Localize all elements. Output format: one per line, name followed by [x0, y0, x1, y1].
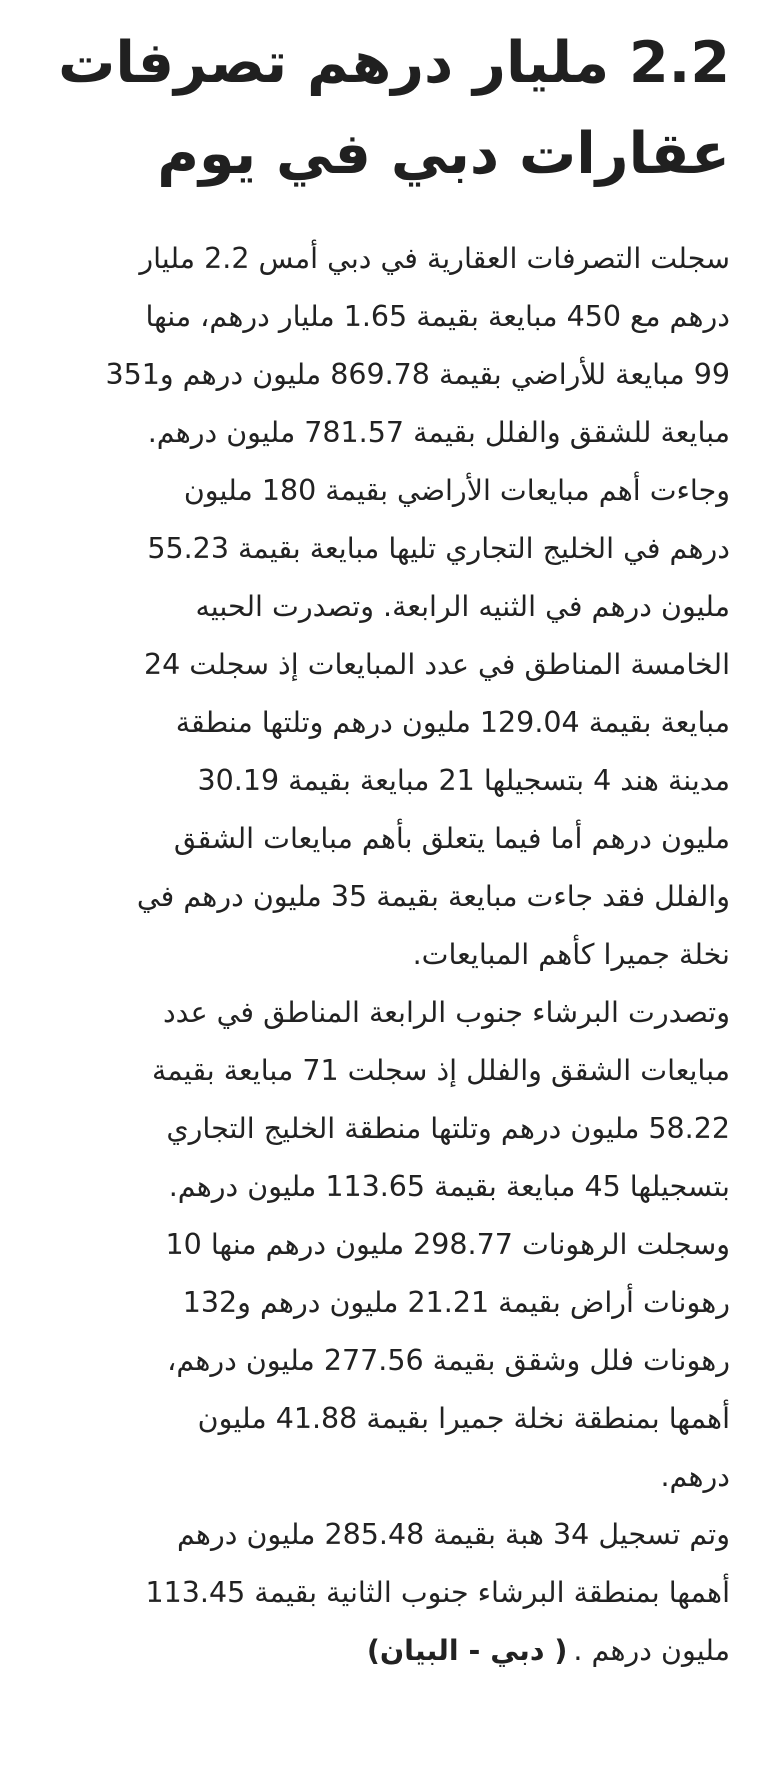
- article-body: [40, 230, 730, 1680]
- body-line: الخامسة المناطق في عدد المبايعات إذ سجلت 24: [143, 648, 730, 681]
- body-line: وجاءت أهم مبايعات الأراضي بقيمة 180 مليون: [183, 474, 730, 507]
- body-line: أهمها بمنطقة نخلة جميرا بقيمة 41.88 مليون: [197, 1402, 730, 1435]
- body-line: مبايعة للشقق والفلل بقيمة 781.57 مليون درهم.: [147, 416, 730, 449]
- body-line: رهونات أراض بقيمة 21.21 مليون درهم و132: [182, 1286, 730, 1319]
- body-line: والفلل فقد جاءت مبايعة بقيمة 35 مليون درهم في: [136, 880, 730, 913]
- source-credit: ( دبي - البيان): [366, 1634, 568, 1667]
- body-line: درهم.: [660, 1460, 730, 1493]
- body-line: 58.22 مليون درهم وتلتها منطقة الخليج التجاري: [166, 1112, 730, 1145]
- body-line: أهمها بمنطقة البرشاء جنوب الثانية بقيمة 113.45: [145, 1576, 730, 1609]
- body-line: وسجلت الرهونات 298.77 مليون درهم منها 10: [165, 1228, 730, 1261]
- headline: [40, 18, 730, 200]
- headline-line-2: عقارات دبي في يوم: [157, 121, 730, 187]
- body-line: درهم مع 450 مبايعة بقيمة 1.65 مليار درهم، منها: [145, 300, 730, 333]
- body-line: مليون درهم أما فيما يتعلق بأهم مبايعات الشقق: [173, 822, 730, 855]
- body-line: وتصدرت البرشاء جنوب الرابعة المناطق في عدد: [162, 996, 730, 1029]
- headline-line-1: 2.2 مليار درهم تصرفات: [58, 30, 730, 96]
- body-line: نخلة جميرا كأهم المبايعات.: [412, 938, 730, 971]
- body-line-text: مليون درهم .: [573, 1634, 730, 1667]
- body-line: مدينة هند 4 بتسجيلها 21 مبايعة بقيمة 30.19: [197, 764, 730, 797]
- body-line: 99 مبايعة للأراضي بقيمة 869.78 مليون درهم و351: [105, 358, 730, 391]
- body-line: وتم تسجيل 34 هبة بقيمة 285.48 مليون درهم: [176, 1518, 730, 1551]
- body-line: مبايعة بقيمة 129.04 مليون درهم وتلتها منطقة: [175, 706, 730, 739]
- news-article: [40, 18, 730, 1680]
- body-line: رهونات فلل وشقق بقيمة 277.56 مليون درهم،: [167, 1344, 730, 1377]
- body-last-line: [40, 1622, 730, 1680]
- body-line: مليون درهم في الثنيه الرابعة. وتصدرت الحبيه: [195, 590, 730, 623]
- body-line: مبايعات الشقق والفلل إذ سجلت 71 مبايعة بقيمة: [152, 1054, 730, 1087]
- body-line: درهم في الخليج التجاري تليها مبايعة بقيمة 55.23: [147, 532, 730, 565]
- body-line: سجلت التصرفات العقارية في دبي أمس 2.2 مليار: [139, 242, 730, 275]
- body-line: بتسجيلها 45 مبايعة بقيمة 113.65 مليون درهم.: [168, 1170, 730, 1203]
